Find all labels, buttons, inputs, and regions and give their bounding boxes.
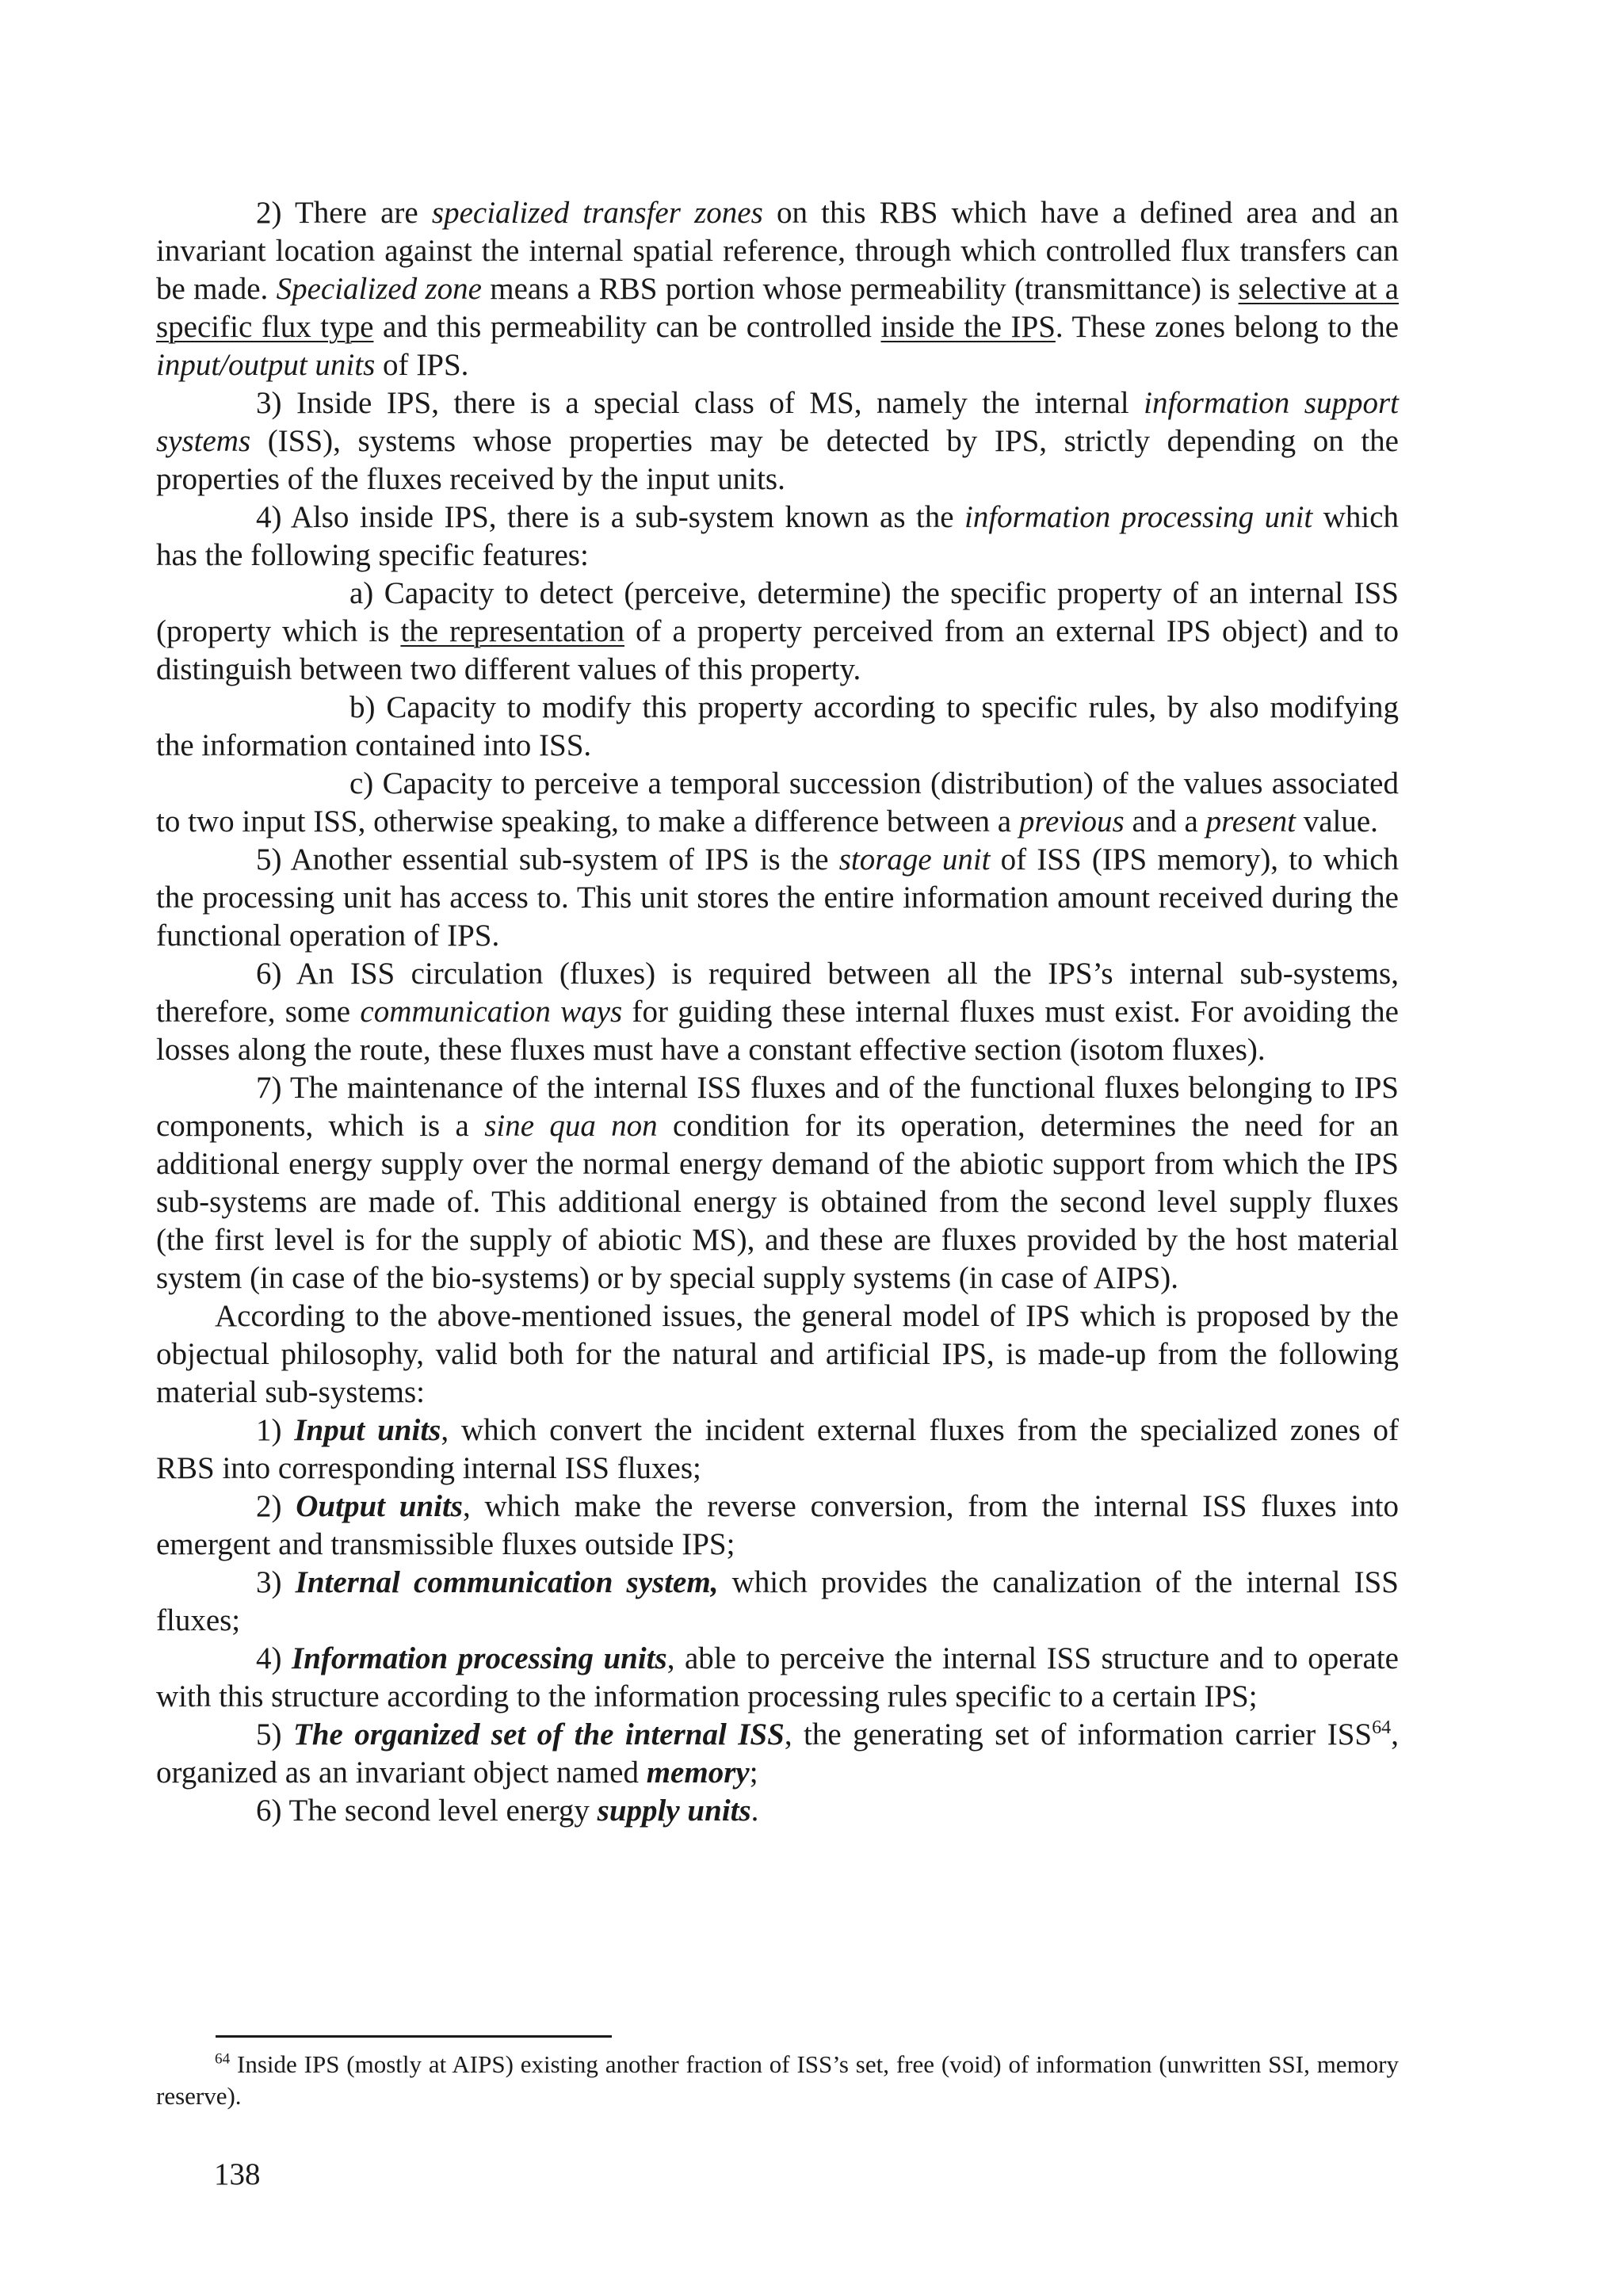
text: 3)	[256, 1565, 296, 1599]
underlined-text: the representation	[400, 614, 624, 648]
text: means a RBS portion whose permeability (transmittance) is	[481, 272, 1239, 306]
italic-term: sine qua non	[484, 1109, 658, 1143]
text: condition for its operation, determines the need for an additional energy supply over the normal energy demand of the abiotic support from which the IPS sub-systems are made of. This additional energy is obtained from the second level supply fluxes (the first level is for the supply of abiotic MS), and these are fluxes provided by the host material system (in case of the bio-systems) or by special supply systems (in case of AIPS).	[156, 1109, 1399, 1295]
text: (ISS), systems whose properties may be detected by IPS, strictly depending on the properties of the fluxes received by the input units.	[156, 424, 1399, 496]
italic-term: Specialized zone	[276, 272, 482, 306]
italic-term: communication ways	[360, 995, 623, 1029]
text: 5) Another essential sub-system of IPS is the	[256, 842, 839, 877]
paragraph-2	[156, 194, 1399, 384]
footnote-divider	[216, 2035, 612, 2038]
bold-italic-term: Information processing units	[292, 1641, 667, 1675]
text: which has the following specific features:	[156, 500, 1399, 572]
text: value.	[1295, 804, 1378, 839]
paragraph-intro: According to the above-mentioned issues, the general model of IPS which is proposed by the objectual philosophy, valid both for the natural and artificial IPS, is made-up from the following material sub-systems:	[156, 1299, 1399, 1409]
footnote	[156, 2049, 1399, 2112]
list-item-3	[156, 1564, 1399, 1640]
paragraph-7	[156, 1069, 1399, 1297]
list-item-5	[156, 1716, 1399, 1792]
text: , which make the reverse conversion, from the internal ISS fluxes into emergent and transmissible fluxes outside IPS;	[156, 1489, 1399, 1561]
list-item-4	[156, 1640, 1399, 1716]
paragraph-3	[156, 384, 1399, 499]
italic-term: previous	[1018, 804, 1125, 839]
paragraph-6	[156, 955, 1399, 1069]
paragraph-5	[156, 841, 1399, 955]
italic-term: storage unit	[838, 842, 991, 877]
bold-italic-term: Input units	[294, 1413, 441, 1447]
bold-italic-term: memory	[646, 1755, 750, 1790]
italic-term: specialized transfer zones	[431, 196, 763, 230]
list-item-2	[156, 1488, 1399, 1564]
text: 2) There are	[256, 196, 432, 230]
text: 4) Also inside IPS, there is a sub-system known as the	[256, 500, 965, 534]
page-body	[156, 194, 1399, 1830]
bold-italic-term: Internal communication system,	[295, 1565, 719, 1599]
paragraph-4b: b) Capacity to modify this property according to specific rules, by also modifying the information contained into ISS.	[156, 690, 1399, 762]
text: of ISS (IPS memory), to which the processing unit has access to. This unit stores the entire information amount received during the functional operation of IPS.	[156, 842, 1400, 953]
text: .	[750, 1794, 759, 1828]
bold-italic-term: The organized set of the internal ISS	[292, 1717, 785, 1752]
page-number: 138	[214, 2157, 261, 2191]
text: and this permeability can be controlled	[373, 310, 881, 344]
text: for guiding these internal fluxes must exist. For avoiding the losses along the route, these fluxes must have a constant effective section (isotom fluxes).	[156, 995, 1399, 1067]
text: 1)	[256, 1413, 295, 1447]
footnote-text: Inside IPS (mostly at AIPS) existing another fraction of ISS’s set, free (void) of information (unwritten SSI, memory reserve).	[156, 2050, 1399, 2110]
text: , which convert the incident external fluxes from the specialized zones of RBS into corresponding internal ISS fluxes;	[156, 1413, 1399, 1485]
text: 4)	[256, 1641, 292, 1675]
underlined-text: inside the IPS	[880, 310, 1056, 344]
bold-italic-term: supply units	[597, 1794, 751, 1828]
text: 5)	[256, 1717, 293, 1752]
text: 6) The second level energy	[256, 1794, 598, 1828]
italic-term: information support systems	[156, 386, 1399, 458]
paragraph-4	[156, 499, 1399, 575]
italic-term: input/output units	[156, 348, 376, 382]
underlined-text: selective at a specific flux type	[156, 272, 1400, 344]
text: and a	[1124, 804, 1206, 839]
bold-italic-term: Output units	[296, 1489, 463, 1523]
text: , able to perceive the internal ISS structure and to operate with this structure according to the information processing rules specific to a certain IPS;	[156, 1641, 1399, 1713]
text: 3) Inside IPS, there is a special class of MS, namely the internal	[256, 386, 1144, 420]
text: which provides the canalization of the internal ISS fluxes;	[156, 1565, 1399, 1637]
text: on this RBS which have a defined area and an invariant location against the internal spatial reference, through which controlled flux transfers can be made.	[156, 196, 1399, 306]
text: of a property perceived from an external IPS object) and to distinguish between two different values of this property.	[156, 614, 1399, 686]
text: c) Capacity to perceive a temporal succession (distribution) of the values associated to two input ISS, otherwise speaking, to make a difference between a	[156, 766, 1399, 839]
italic-term: present	[1205, 804, 1296, 839]
list-item-1	[156, 1412, 1399, 1488]
text: . These zones belong to the	[1055, 310, 1400, 344]
list-item-6	[156, 1792, 1399, 1830]
text: ;	[749, 1755, 758, 1790]
footnote-number: 64	[215, 2050, 231, 2068]
text: 6) An ISS circulation (fluxes) is required between all the IPS’s internal sub-systems, therefore, some	[156, 957, 1399, 1029]
paragraph-4a	[156, 575, 1399, 689]
text: , the generating set of information carrier ISS	[784, 1717, 1373, 1752]
text: 7) The maintenance of the internal ISS fluxes and of the functional fluxes belonging to IPS components, which is a	[156, 1071, 1399, 1143]
text: of IPS.	[375, 348, 469, 382]
footnote-ref[interactable]: 64	[1372, 1717, 1392, 1738]
paragraph-4c	[156, 765, 1399, 841]
text: , organized as an invariant object named	[156, 1717, 1399, 1790]
italic-term: information processing unit	[964, 500, 1313, 534]
text: a) Capacity to detect (perceive, determine) the specific property of an internal ISS (property which is	[156, 576, 1399, 648]
text: 2)	[256, 1489, 296, 1523]
